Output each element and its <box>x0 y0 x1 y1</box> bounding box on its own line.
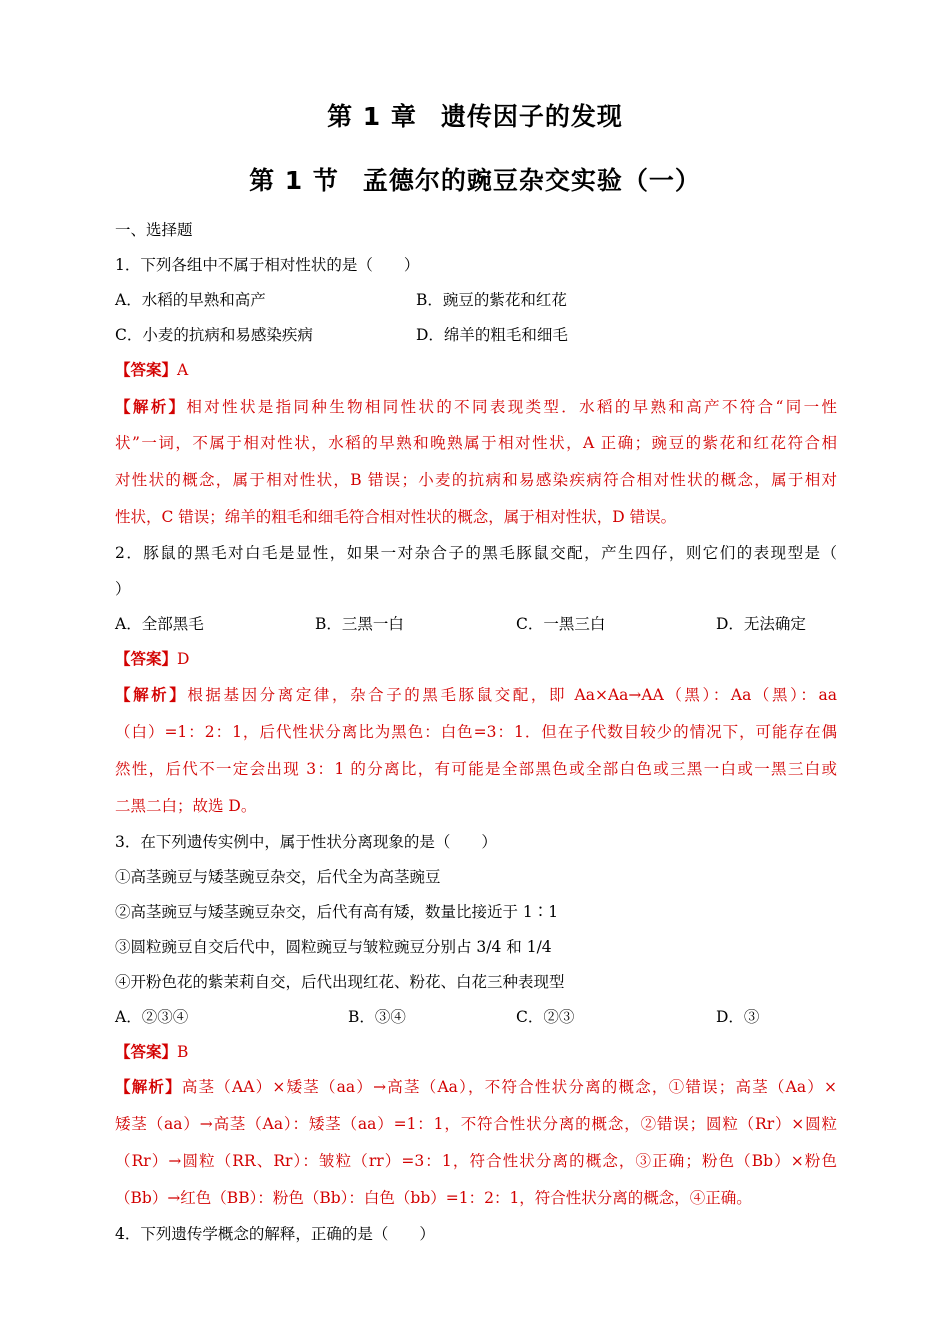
q3-analysis-line-4: （Bb）→红色（BB）：粉色（Bb）：白色（bb）=1：2：1，符合性状分离的概念，④正确。 <box>115 1189 752 1207</box>
q3-analysis-line-2: 矮茎（aa）→高茎（Aa）：矮茎（aa）=1：1，不符合性状分离的概念，②错误；圆粒（Rr）×圆粒 <box>115 1115 837 1133</box>
q1-option-a: A．水稻的早熟和高产 <box>115 291 266 309</box>
q2-analysis-line-1 <box>115 684 837 706</box>
analysis-text: 相对性状是指同种生物相同性状的不同表现类型．水稻的早熟和高产不符合“同一性 <box>186 398 837 416</box>
answer-tag: 【答案】 <box>115 1042 178 1061</box>
q3-answer <box>115 1041 837 1063</box>
q2-analysis-line-3: 然性，后代不一定会出现 3：1 的分离比，有可能是全部黑色或全部白色或三黑一白或一黑三白或 <box>115 760 837 778</box>
q1-answer <box>115 359 837 381</box>
section-title <box>0 161 950 197</box>
answer-tag: 【答案】 <box>115 360 178 379</box>
analysis-tag: 【解析】 <box>115 1077 182 1096</box>
answer-value: B <box>177 1043 189 1061</box>
q2-answer <box>115 648 837 670</box>
chapter-name: 遗传因子的发现 <box>440 102 623 131</box>
q1-option-c: C．小麦的抗病和易感染疾病 <box>115 326 313 344</box>
q3-item-1: ①高茎豌豆与矮茎豌豆杂交，后代全为高茎豌豆 <box>115 868 441 886</box>
q3-option-a: A．②③④ <box>115 1008 189 1026</box>
q1-analysis-line-1 <box>115 396 837 418</box>
q2-analysis-line-4: 二黑二白；故选 D。 <box>115 797 257 815</box>
q1-option-b: B．豌豆的紫花和红花 <box>416 291 567 309</box>
q1-analysis-line-4: 性状，C 错误；绵羊的粗毛和细毛符合相对性状的概念，属于相对性状，D 错误。 <box>115 508 677 526</box>
q3-option-b: B．③④ <box>348 1008 406 1026</box>
analysis-text: 高茎（AA）×矮茎（aa）→高茎（Aa），不符合性状分离的概念，①错误；高茎（Aa）× <box>181 1078 837 1096</box>
chapter-number: 第 1 章 <box>327 102 417 131</box>
q2-option-c: C．一黑三白 <box>516 615 606 633</box>
section-number: 第 1 节 <box>249 166 339 195</box>
q4-stem: 4．下列遗传学概念的解释，正确的是（ ） <box>115 1225 435 1243</box>
q1-analysis-line-3: 对性状的概念，属于相对性状，B 错误；小麦的抗病和易感染疾病符合相对性状的概念，属于相对 <box>115 471 837 489</box>
q1-stem: 1．下列各组中不属于相对性状的是（ ） <box>115 256 420 274</box>
q3-item-4: ④开粉色花的紫茉莉自交，后代出现红花、粉花、白花三种表现型 <box>115 973 565 991</box>
q2-option-d: D．无法确定 <box>716 615 806 633</box>
analysis-tag: 【解析】 <box>115 397 187 416</box>
q3-analysis-line-3: （Rr）→圆粒（RR、Rr）：皱粒（rr）=3：1，符合性状分离的概念，③正确；粉色（Bb）×粉色 <box>115 1152 837 1170</box>
q1-option-d: D．绵羊的粗毛和细毛 <box>416 326 568 344</box>
q3-option-c: C．②③ <box>516 1008 575 1026</box>
q3-analysis-line-1 <box>115 1076 837 1098</box>
q3-option-d: D．③ <box>716 1008 760 1026</box>
chapter-title <box>0 97 950 133</box>
answer-tag: 【答案】 <box>115 649 178 668</box>
answer-value: D <box>177 650 190 668</box>
q2-option-a: A．全部黑毛 <box>115 615 204 633</box>
section-name: 孟德尔的豌豆杂交实验（一） <box>362 166 701 195</box>
q3-item-2: ②高茎豌豆与矮茎豌豆杂交，后代有高有矮，数量比接近于 1∶1 <box>115 903 559 921</box>
q2-option-b: B．三黑一白 <box>315 615 404 633</box>
q3-item-3: ③圆粒豌豆自交后代中，圆粒豌豆与皱粒豌豆分别占 3/4 和 1/4 <box>115 938 552 956</box>
q2-stem-line-2: ） <box>115 580 131 598</box>
q3-stem: 3．在下列遗传实例中，属于性状分离现象的是（ ） <box>115 833 497 851</box>
analysis-tag: 【解析】 <box>115 685 188 704</box>
q1-analysis-line-2: 状”一词，不属于相对性状，水稻的早熟和晚熟属于相对性状，A 正确；豌豆的紫花和红花符合相 <box>115 434 837 452</box>
analysis-text: 根据基因分离定律，杂合子的黑毛豚鼠交配，即 Aa×Aa→AA（黑）：Aa（黑）：aa <box>187 686 837 704</box>
q2-analysis-line-2: （白）=1：2：1，后代性状分离比为黑色：白色=3：1．但在子代数目较少的情况下，可能存在偶 <box>115 723 837 741</box>
section-heading: 一、选择题 <box>115 221 193 239</box>
q2-stem-line-1: 2．豚鼠的黑毛对白毛是显性，如果一对杂合子的黑毛豚鼠交配，产生四仔，则它们的表现型是（ <box>115 544 837 562</box>
answer-value: A <box>177 361 189 379</box>
